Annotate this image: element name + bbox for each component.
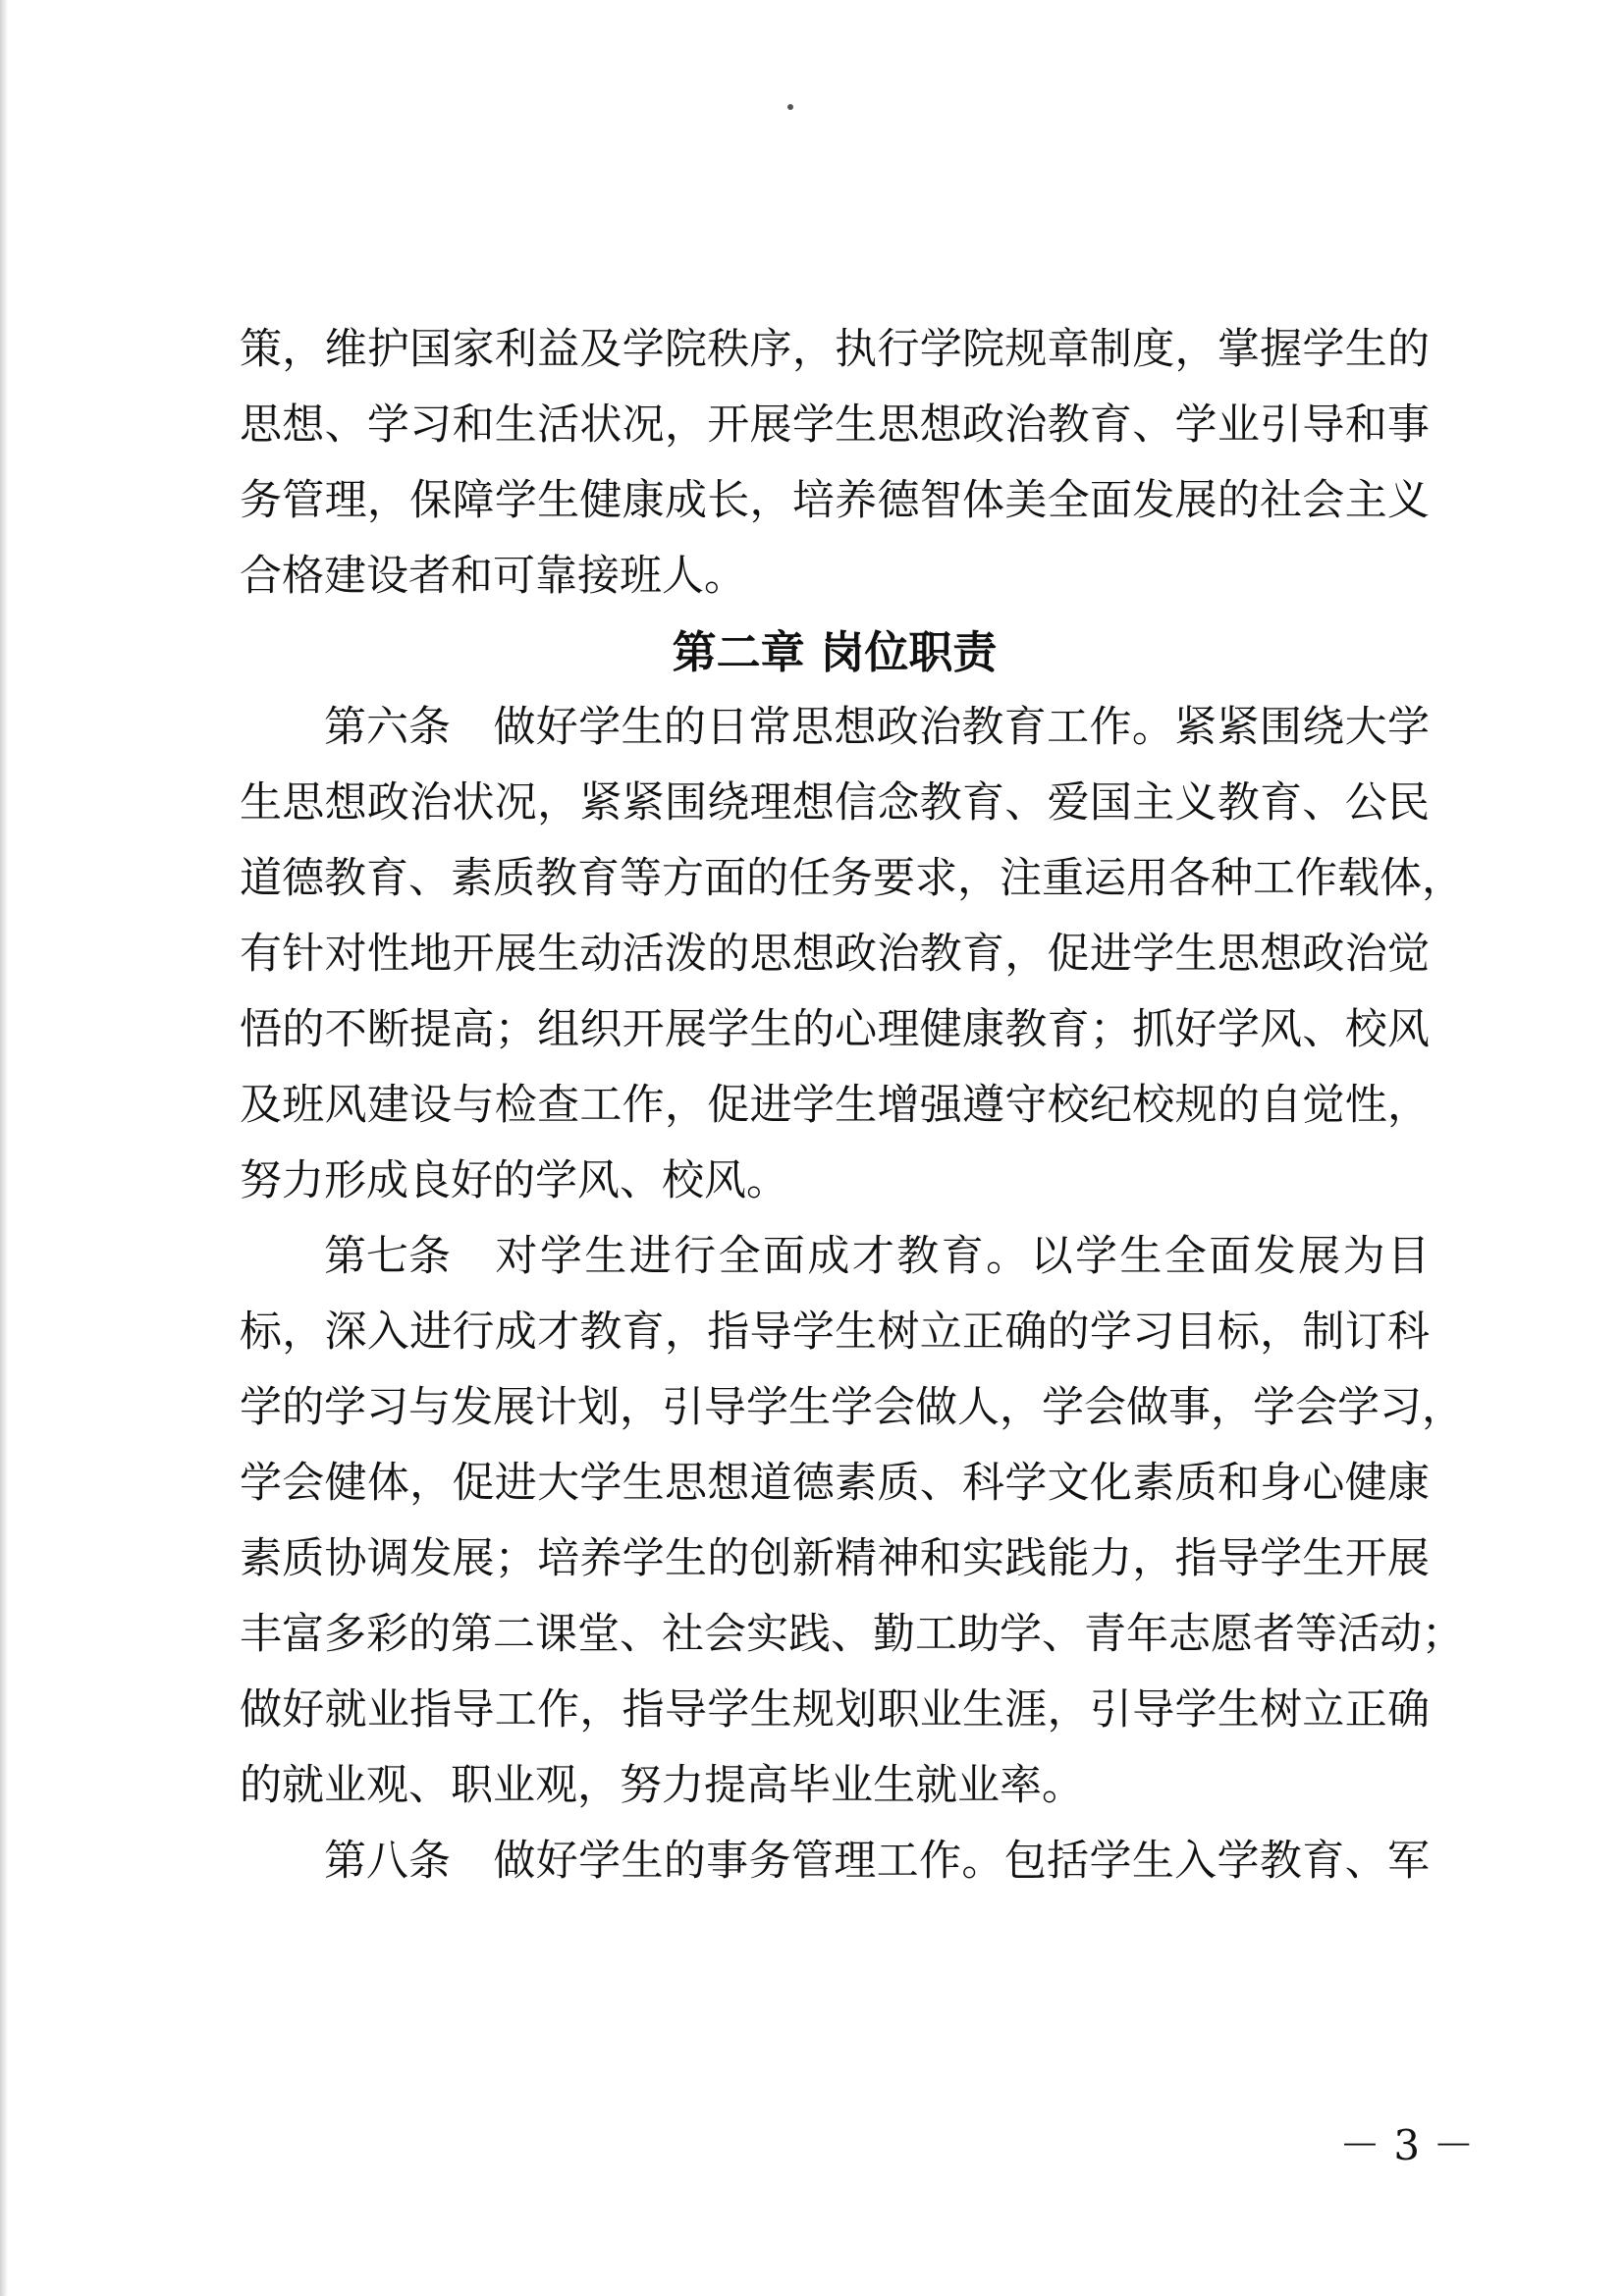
intro-line: 策，维护国家利益及学院秩序，执行学院规章制度，掌握学生的	[240, 325, 1430, 374]
article-6-line: 及班风建设与检查工作，促进学生增强遵守校纪校规的自觉性，	[240, 1081, 1430, 1130]
article-7-text: 对学生进行全面成才教育。以学生全面发展为目	[493, 1232, 1430, 1281]
chapter-heading: 第二章 岗位职责	[672, 626, 998, 678]
article-8-first-line	[240, 1824, 1430, 1899]
intro-line: 务管理，保障学生健康成长，培养德智体美全面发展的社会主义	[240, 476, 1430, 525]
article-6-line: 有针对性地开展生动活泼的思想政治教育，促进学生思想政治觉	[240, 930, 1430, 979]
article-6-line: 道德教育、素质教育等方面的任务要求，注重运用各种工作载体，	[240, 854, 1464, 903]
article-8-text: 做好学生的事务管理工作。包括学生入学教育、军	[493, 1837, 1430, 1886]
article-7-first-line	[240, 1219, 1430, 1295]
article-7-line: 做好就业指导工作，指导学生规划职业生涯，引导学生树立正确	[240, 1685, 1430, 1735]
intro-line: 思想、学习和生活状况，开展学生思想政治教育、学业引导和事	[240, 400, 1430, 450]
article-7-line: 的就业观、职业观，努力提高毕业生就业率。	[240, 1761, 1084, 1810]
article-7-line: 丰富多彩的第二课堂、社会实践、勤工助学、青年志愿者等活动；	[240, 1610, 1464, 1659]
article-6-text: 做好学生的日常思想政治教育工作。紧紧围绕大学	[493, 703, 1430, 752]
scan-speck	[787, 104, 793, 110]
article-6-first-line	[240, 690, 1430, 766]
article-6-line: 悟的不断提高；组织开展学生的心理健康教育；抓好学风、校风	[240, 1005, 1430, 1054]
article-7-label: 第七条	[324, 1232, 451, 1281]
article-7-line: 学的学习与发展计划，引导学生学会做人，学会做事，学会学习，	[240, 1383, 1464, 1432]
article-6-line: 生思想政治状况，紧紧围绕理想信念教育、爱国主义教育、公民	[240, 778, 1430, 828]
article-7-line: 标，深入进行成才教育，指导学生树立正确的学习目标，制订科	[240, 1308, 1430, 1357]
article-7-line: 学会健体，促进大学生思想道德素质、科学文化素质和身心健康	[240, 1459, 1430, 1508]
article-6-line: 努力形成良好的学风、校风。	[240, 1156, 788, 1205]
scan-edge-shadow	[0, 0, 8, 2296]
article-6-label: 第六条	[324, 703, 451, 752]
intro-line: 合格建设者和可靠接班人。	[240, 552, 746, 601]
document-body	[240, 312, 1464, 1899]
article-8-label: 第八条	[324, 1837, 451, 1886]
article-7-line: 素质协调发展；培养学生的创新精神和实践能力，指导学生开展	[240, 1534, 1430, 1583]
page-number: － 3 －	[1339, 2121, 1475, 2169]
